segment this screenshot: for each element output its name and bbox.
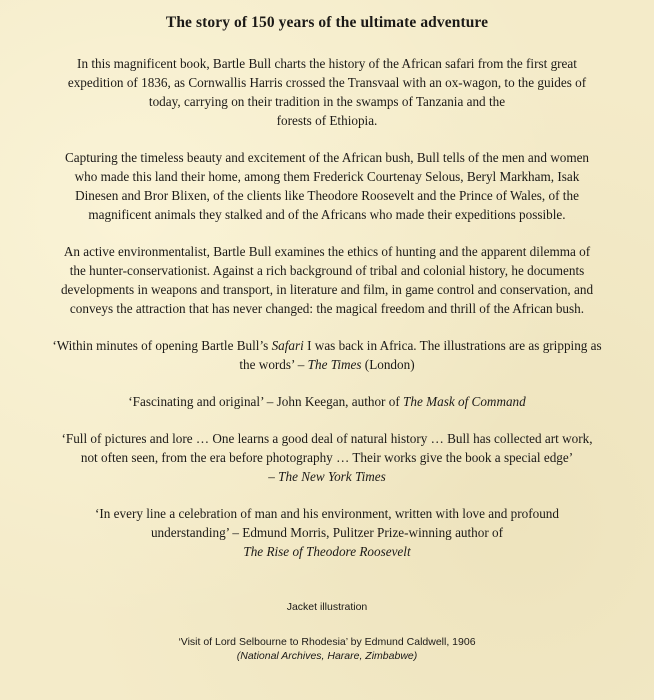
quote-line: ‘In every line a celebration of man and his environment, written with love and profound — [95, 506, 559, 521]
paragraph-line: expedition of 1836, as Cornwallis Harris crossed the Transvaal with an ox-wagon, to the guides of — [67, 75, 587, 90]
paragraph-line: who made this land their home, among them Frederick Courtenay Selous, Beryl Markham, Isak — [74, 169, 580, 184]
paragraph-line: today, carrying on their tradition in the swamps of Tanzania and the — [148, 94, 506, 109]
paragraph-line: magnificent animals they stalked and of the Africans who made their expeditions possible. — [88, 207, 566, 222]
quote-line: ‘Full of pictures and lore … One learns a good deal of natural history … Bull has collected art work, — [61, 431, 593, 446]
publication-name — [30, 467, 624, 486]
quote-attribution: The Rise of Theodore Roosevelt — [243, 544, 411, 559]
paragraph-environment — [30, 242, 624, 318]
quote-line: not often seen, from the era before photography … Their works give the book a special edge’ — [80, 450, 574, 465]
quote-text: the words’ – — [239, 357, 308, 372]
quote-text: (London) — [361, 357, 415, 372]
quote-line — [30, 392, 624, 411]
quote-line — [30, 336, 624, 355]
quote-morris — [30, 504, 624, 561]
paragraph-line: the hunter-conservationist. Against a rich background of tribal and colonial history, he documents — [69, 263, 585, 278]
quote-times — [30, 336, 624, 374]
quote-nyt — [30, 429, 624, 486]
paragraph-line: In this magnificent book, Bartle Bull charts the history of the African safari from the first great — [77, 56, 577, 71]
book-title — [30, 542, 624, 561]
quote-text: I was back in Africa. The illustrations are as gripping as — [303, 338, 602, 353]
book-title: Safari — [271, 338, 304, 353]
quote-attribution: – The New York Times — [268, 469, 386, 484]
credits-source: (National Archives, Harare, Zimbabwe) — [236, 650, 418, 662]
credits-label: Jacket illustration — [286, 601, 368, 613]
book-title: The Mask of Command — [403, 394, 526, 409]
quote-text: ‘Within minutes of opening Bartle Bull’s — [52, 338, 272, 353]
quote-text: ‘Fascinating and original’ – John Keegan, author of — [128, 394, 404, 409]
quote-line: understanding’ – Edmund Morris, Pulitzer Prize-winning author of — [150, 525, 504, 540]
paragraph-line: developments in weapons and transport, in literature and film, in game control and conservation, and — [60, 282, 594, 297]
paragraph-intro — [30, 54, 624, 130]
quote-keegan — [30, 392, 624, 411]
paragraph-line: An active environmentalist, Bartle Bull examines the ethics of hunting and the apparent dilemma of — [63, 244, 591, 259]
jacket-credits — [0, 601, 654, 663]
publication-name: The Times — [307, 357, 362, 372]
page-title: The story of 150 years of the ultimate adventure — [165, 14, 489, 31]
paragraph-line: Dinesen and Bror Blixen, of the clients like Theodore Roosevelt and the Prince of Wales, of the — [75, 188, 579, 203]
paragraph-line: conveys the attraction that has never changed: the magical freedom and thrill of the African bush. — [69, 301, 585, 316]
paragraph-line: Capturing the timeless beauty and excitement of the African bush, Bull tells of the men and women — [64, 150, 590, 165]
paragraph-bush — [30, 148, 624, 224]
credits-caption: ‘Visit of Lord Selbourne to Rhodesia’ by Edmund Caldwell, 1906 — [178, 636, 476, 648]
paragraph-line: forests of Ethiopia. — [276, 113, 378, 128]
quote-line — [30, 355, 624, 374]
